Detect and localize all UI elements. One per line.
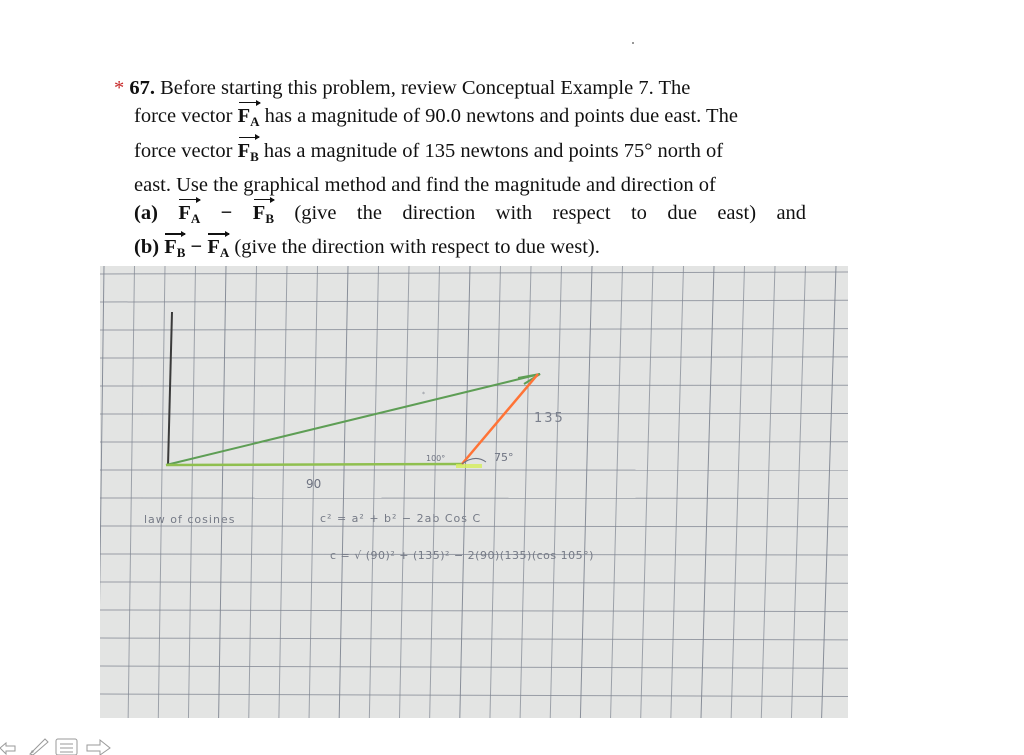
vector-fa-part-b: $F_A$ [207,233,229,267]
label-100-degrees: 100° [426,454,446,463]
part-a-label: (a) [134,202,158,225]
paper-background [100,266,848,718]
back-arrow-icon[interactable] [0,736,16,755]
label-135: 135 [534,411,565,426]
part-a-text: (give the direction with respect to due east) and [294,202,807,225]
problem-text-2a: force vector [134,105,233,128]
grid-horizontal-line [100,526,848,527]
problem-line-2 [134,102,813,136]
problem-line-3 [134,137,813,171]
cosine-calculation: c = √ (90)² + (135)² − 2(90)(135)(cos 105°) [330,549,594,562]
bottom-toolbar [0,736,120,755]
problem-number: 67. [129,77,155,99]
label-90: 90 [306,477,322,491]
forward-arrow-icon[interactable] [86,736,112,755]
vector-fb-part-b: $F_B$ [164,233,185,267]
force-a-line [166,464,462,465]
vector-fb: $F_B$ [238,137,259,171]
label-75-degrees: 75° [494,451,514,464]
problem-line-4 [134,171,813,199]
minus-sign-b: − [190,236,203,259]
star-marker: * [114,77,125,99]
problem-line-6 [134,233,813,267]
minus-sign-a: − [220,202,233,225]
vector-fb-part-a: $F_B$ [253,199,274,233]
problem-text-2b: has a magnitude of 90.0 newtons and points due east. The [264,105,738,128]
problem-text-3b: has a magnitude of 135 newtons and points 75° north of [263,139,724,162]
sketch-svg [100,266,848,718]
notes-icon[interactable] [55,736,79,755]
pen-icon[interactable] [27,736,51,755]
problem-text-1: Before starting this problem, review Conceptual Example 7. The [160,77,691,99]
problem-statement [113,74,813,268]
graph-paper-photo [100,266,848,718]
law-of-cosines-label: law of cosines [144,513,236,526]
problem-text-3a: force vector [134,139,233,162]
problem-line-5 [134,199,806,233]
part-b-label: (b) [134,236,160,259]
part-b-text: (give the direction with respect to due west). [234,236,600,259]
vector-fa-part-a: $F_A$ [178,199,200,233]
speck-dot [632,42,634,44]
vector-fa: $F_A$ [238,102,260,136]
grid-horizontal-line [100,414,848,415]
cosine-formula: c² = a² + b² − 2ab Cos C [320,512,482,525]
problem-text-4: east. Use the graphical method and find the magnitude and direction of [134,173,716,196]
problem-line-1 [114,74,813,102]
faint-mark: * [422,391,425,398]
